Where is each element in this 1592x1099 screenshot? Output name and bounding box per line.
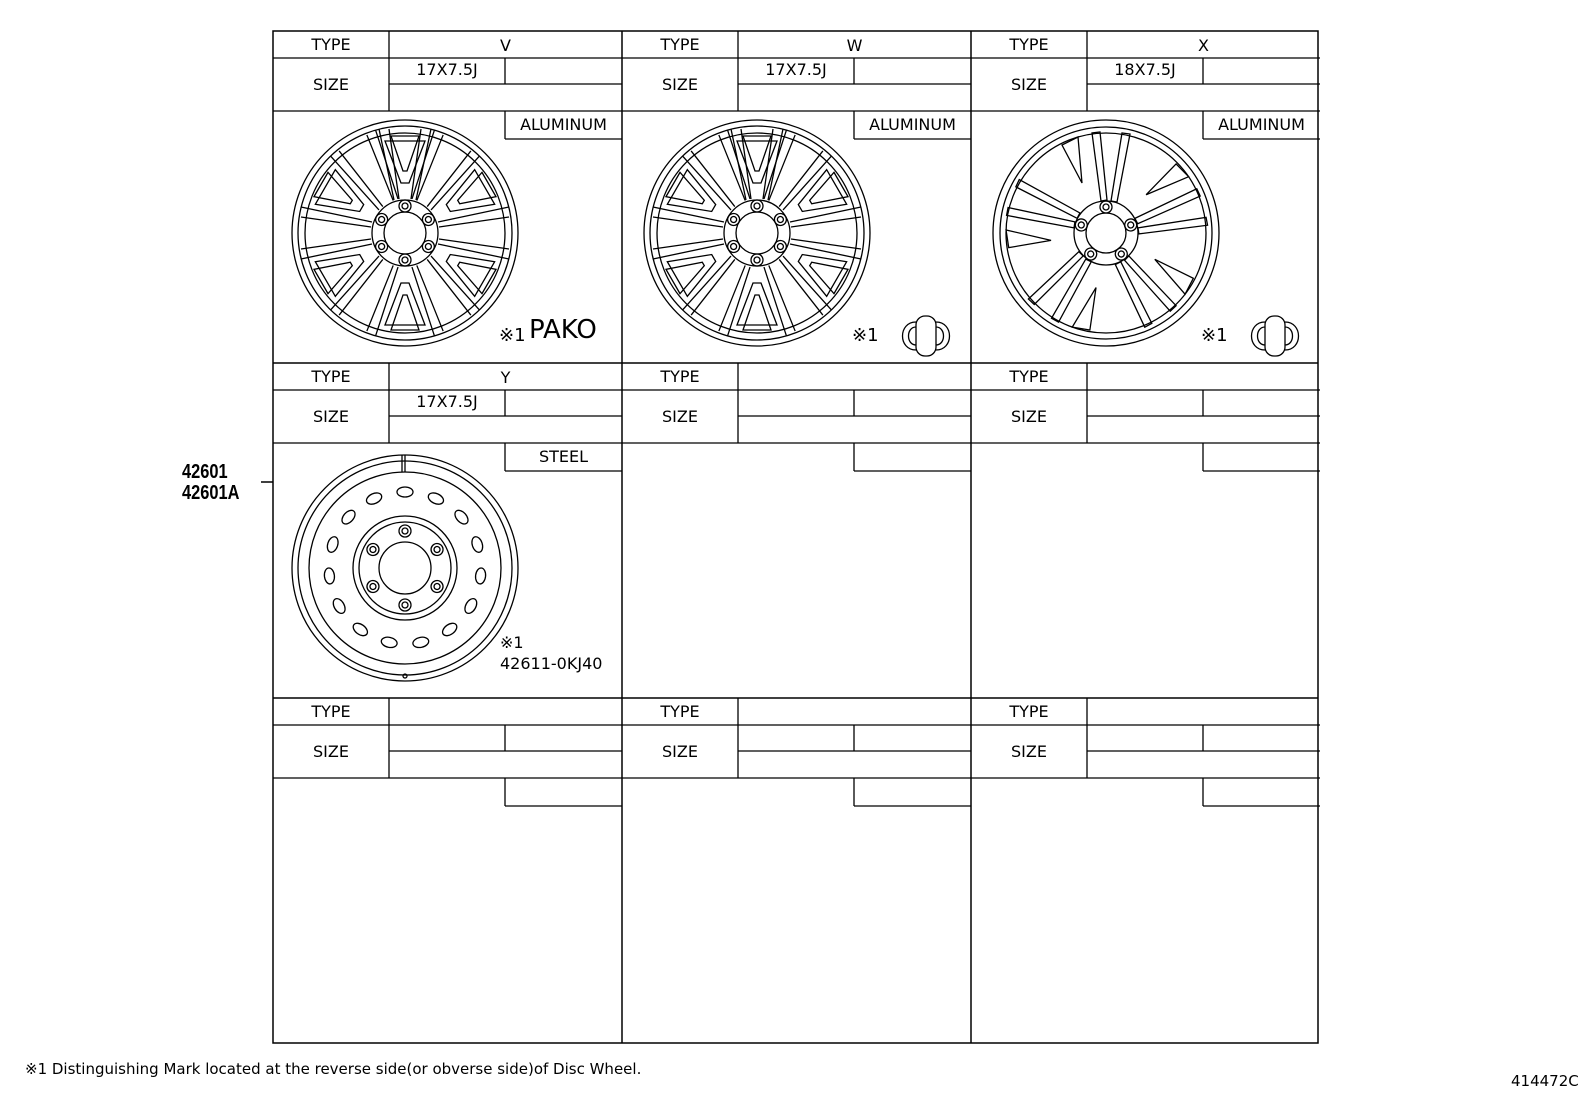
mark-symbol: ※1 bbox=[500, 633, 524, 652]
type-value: V bbox=[500, 36, 511, 55]
material-label: STEEL bbox=[538, 447, 589, 466]
size-label: SIZE bbox=[1011, 742, 1047, 761]
mark-icon-x bbox=[1252, 316, 1299, 356]
wheel-v-illustration bbox=[292, 120, 518, 346]
footnote: ※1 Distinguishing Mark located at the reverse side(or obverse side)of Disc Wheel. bbox=[25, 1060, 642, 1078]
mark-icon-w bbox=[903, 316, 950, 356]
type-value: X bbox=[1198, 36, 1209, 55]
part-number-42601a: 42601A bbox=[182, 482, 240, 504]
type-value: Y bbox=[500, 368, 511, 387]
type-label: TYPE bbox=[311, 367, 351, 386]
type-label: TYPE bbox=[660, 367, 700, 386]
size-label: SIZE bbox=[313, 407, 349, 426]
type-label: TYPE bbox=[311, 702, 351, 721]
part-number-42601: 42601 bbox=[182, 461, 228, 483]
wheel-y-illustration bbox=[292, 455, 518, 681]
mark-symbol: ※1 bbox=[852, 325, 879, 346]
wheel-x-illustration bbox=[993, 120, 1219, 346]
material-label: ALUMINUM bbox=[520, 115, 607, 134]
mark-symbol: ※1 bbox=[1201, 325, 1228, 346]
size-value: 17X7.5J bbox=[765, 60, 827, 79]
mark-text: PAKO bbox=[529, 315, 597, 345]
size-label: SIZE bbox=[1011, 407, 1047, 426]
size-value: 17X7.5J bbox=[416, 60, 478, 79]
type-label: TYPE bbox=[660, 702, 700, 721]
size-value: 17X7.5J bbox=[416, 392, 478, 411]
mark-symbol: ※1 bbox=[499, 325, 526, 346]
type-label: TYPE bbox=[1009, 367, 1049, 386]
size-label: SIZE bbox=[662, 742, 698, 761]
drawing-id: 414472C bbox=[1511, 1072, 1579, 1090]
size-label: SIZE bbox=[313, 742, 349, 761]
type-label: TYPE bbox=[1009, 702, 1049, 721]
size-value: 18X7.5J bbox=[1114, 60, 1176, 79]
type-label: TYPE bbox=[1009, 35, 1049, 54]
wheel-w-illustration bbox=[644, 120, 870, 346]
type-value: W bbox=[846, 36, 863, 55]
material-label: ALUMINUM bbox=[1218, 115, 1305, 134]
size-label: SIZE bbox=[1011, 75, 1047, 94]
type-label: TYPE bbox=[311, 35, 351, 54]
mark-text: 42611-0KJ40 bbox=[500, 654, 603, 673]
material-label: ALUMINUM bbox=[869, 115, 956, 134]
size-label: SIZE bbox=[313, 75, 349, 94]
type-label: TYPE bbox=[660, 35, 700, 54]
size-label: SIZE bbox=[662, 75, 698, 94]
size-label: SIZE bbox=[662, 407, 698, 426]
